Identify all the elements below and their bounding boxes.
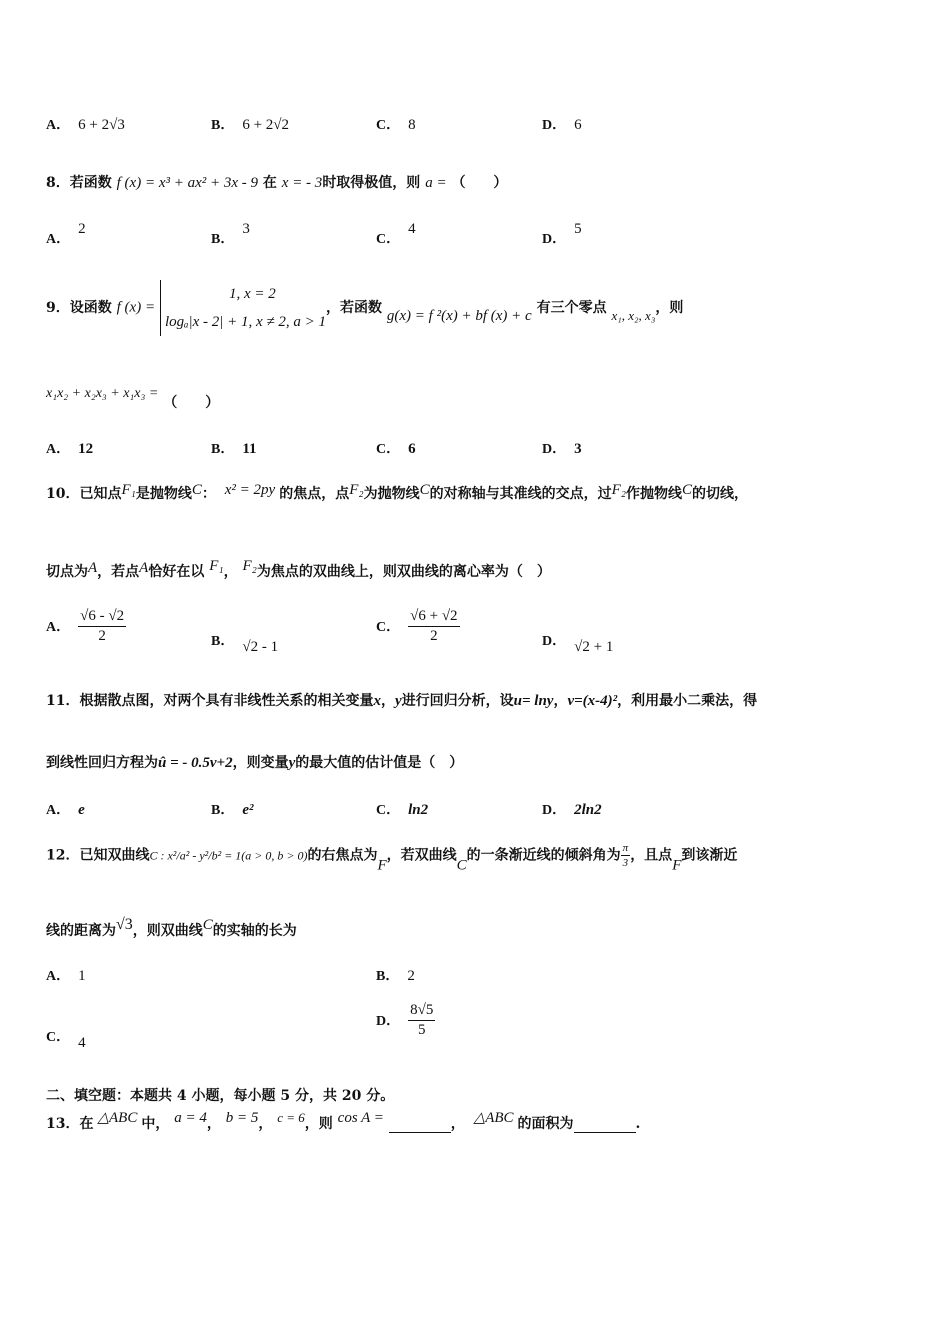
option-label: B． — [211, 803, 235, 818]
q12-t2: 的右焦点为 — [307, 847, 378, 864]
q11-stem-line2 — [46, 752, 463, 772]
option-label: D． — [376, 1013, 401, 1029]
q12-stem-line1 — [46, 842, 737, 875]
q10-parabola: x² = 2py — [224, 482, 276, 498]
q11-x: x — [373, 693, 381, 709]
q13-t4: ， — [450, 1116, 465, 1132]
q8-option-c[interactable] — [376, 221, 416, 248]
q10-option-d[interactable] — [542, 630, 614, 655]
q13-t2: 中， — [141, 1116, 170, 1132]
option-label: A． — [46, 969, 71, 984]
q11-option-c[interactable] — [376, 799, 428, 819]
fraction-numerator: √6 - √2 — [78, 608, 126, 627]
q9-piecewise — [160, 280, 326, 336]
q10-stem-line1 — [46, 482, 748, 503]
q13-a: a = 4 — [174, 1110, 207, 1126]
q9-option-d[interactable] — [542, 438, 582, 458]
q12-option-c[interactable] — [46, 1026, 86, 1051]
q13-b: b = 5 — [225, 1110, 259, 1126]
q8-mid: 在 — [262, 175, 277, 191]
option-label: D． — [542, 803, 567, 818]
fraction-numerator: 8√5 — [408, 1002, 435, 1021]
option-value: 3 — [574, 441, 582, 457]
q12-l2c: 的实轴的长为 — [212, 923, 297, 939]
option-label: A． — [46, 232, 71, 247]
q11-option-b[interactable] — [211, 799, 254, 819]
option-label: C． — [376, 619, 401, 635]
q10-t4: 的焦点，点 — [279, 486, 350, 502]
q11-y-2: y — [288, 755, 296, 771]
q8-option-b[interactable] — [211, 221, 250, 248]
option-value: 11 — [242, 441, 257, 457]
q12-option-d[interactable] — [376, 1002, 435, 1039]
q10-A-2: A — [139, 560, 149, 576]
q10-C: C — [191, 482, 202, 498]
q13-t3: ，则 — [304, 1116, 333, 1132]
q11-comma: ， — [380, 693, 395, 709]
q11-option-a[interactable] — [46, 799, 85, 819]
q11-v-def: v=(x-4)² — [567, 693, 618, 709]
option-value: √2 + 1 — [574, 639, 614, 655]
q12-t5: ，且点 — [630, 847, 673, 864]
q10-C-2: C — [419, 482, 430, 498]
q11-line1: 11．根据散点图，对两个具有非线性关系的相关变量 — [46, 693, 374, 709]
option-value: 8 — [408, 117, 416, 133]
q13-stem — [46, 1108, 640, 1133]
q9-option-b[interactable] — [211, 438, 257, 458]
option-label: B． — [211, 118, 235, 133]
option-label: C． — [376, 803, 401, 818]
option-fraction — [408, 1002, 435, 1039]
q10-option-a[interactable] — [46, 608, 126, 645]
q9-suffix2: ，则 — [655, 300, 684, 316]
q11-y: y — [394, 693, 402, 709]
q12-option-a[interactable] — [46, 965, 86, 985]
q10-F2-3: F₂ — [242, 558, 257, 574]
q13-sep2: ， — [258, 1116, 273, 1132]
q12-option-b[interactable] — [376, 965, 415, 985]
q10-l2-t2: ，若点 — [97, 564, 140, 580]
section-title: 二、填空题：本题共 4 小题，每小题 5 分，共 20 分。 — [46, 1088, 395, 1104]
q8-prefix: 8．若函数 — [46, 175, 112, 191]
q7-option-b[interactable] — [211, 114, 289, 134]
fraction-numerator: √6 + √2 — [408, 608, 459, 627]
q11-u-def: u= lny — [513, 693, 554, 709]
q12-t6: 到该渐近 — [681, 847, 738, 864]
option-value: √2 - 1 — [242, 639, 279, 655]
option-value: ln2 — [408, 802, 429, 818]
q10-l2-t5: 为焦点的双曲线上，则双曲线的离心率为（ ） — [256, 564, 551, 580]
q13-sep1: ， — [206, 1116, 221, 1132]
option-value: 2ln2 — [574, 802, 602, 818]
q9-paren: （ ） — [163, 395, 220, 411]
option-value: e — [78, 802, 85, 818]
q8-paren: （ ） — [451, 175, 508, 191]
q10-option-b[interactable] — [211, 630, 279, 655]
q9-mid: ，若函数 — [326, 300, 383, 316]
q8-stem — [46, 172, 507, 192]
q10-l2-t1: 切点为 — [46, 564, 88, 580]
q13-t5: 的面积为 — [517, 1116, 574, 1132]
q10-t5: 为抛物线 — [363, 486, 420, 502]
q8-option-d[interactable] — [542, 221, 582, 248]
q9-expression: x₁x₂ + x₂x₃ + x₁x₃ = — [46, 386, 159, 401]
q9-function-lhs: f (x) = — [116, 299, 156, 316]
q13-c: c = 6 — [277, 1110, 305, 1125]
q9-case2: logₐ|x - 2| + 1, x ≠ 2, a > 1 — [164, 314, 327, 330]
fraction-denominator: 5 — [417, 1022, 426, 1038]
q10-t2: 是抛物线 — [135, 486, 192, 502]
q13-t1: 13．在 — [46, 1116, 94, 1132]
option-fraction — [78, 608, 126, 645]
q12-F: F — [377, 857, 387, 874]
fraction-denominator: 2 — [98, 628, 106, 644]
q7-option-a[interactable] — [46, 114, 125, 134]
q7-option-c[interactable] — [376, 114, 416, 134]
option-label: C． — [376, 118, 401, 133]
q9-case1: 1, x = 2 — [228, 286, 276, 302]
q8-option-a[interactable] — [46, 221, 86, 248]
option-value: 3 — [242, 221, 250, 237]
q10-F2: F₂ — [349, 482, 364, 498]
q9-expression-line — [46, 382, 220, 411]
option-label: B． — [376, 969, 400, 984]
option-label: D． — [542, 118, 567, 133]
q12-t1: 12．已知双曲线 — [46, 847, 150, 864]
q13-triangle: △ABC — [97, 1110, 138, 1126]
q12-l2b: ，则双曲线 — [132, 923, 203, 939]
q10-option-c[interactable] — [376, 608, 460, 645]
q10-C-3: C — [682, 482, 693, 498]
q12-hyperbola: C : x²/a² - y²/b² = 1(a > 0, b > 0) — [149, 848, 308, 863]
q10-A: A — [88, 560, 98, 576]
option-label: B． — [211, 634, 235, 649]
q13-end: . — [635, 1116, 641, 1132]
option-value: 6 — [408, 441, 416, 457]
q12-F-2: F — [672, 857, 682, 874]
q11-line1c: ，利用最小二乘法，得 — [617, 693, 758, 709]
option-label: C． — [46, 1030, 71, 1045]
q9-prefix: 9．设函数 — [46, 300, 112, 316]
q10-F2-2: F₂ — [611, 482, 626, 498]
q11-line2c: 的最大值的估计值是（ ） — [295, 755, 464, 771]
q13-cos: cos A = — [337, 1110, 384, 1126]
option-value: 1 — [78, 968, 86, 984]
q9-suffix1: 有三个零点 — [536, 300, 607, 316]
option-label: B． — [211, 232, 235, 247]
q11-option-d[interactable] — [542, 799, 602, 819]
q12-t3: ，若双曲线 — [386, 847, 457, 864]
angle-denominator: 3 — [622, 857, 629, 869]
q7-option-d[interactable] — [542, 114, 582, 134]
q9-gfunc: g(x) = f ²(x) + bf (x) + c — [386, 308, 532, 324]
q12-C-2: C — [202, 917, 213, 933]
q9-option-a[interactable] — [46, 438, 93, 458]
option-label: A． — [46, 118, 71, 133]
q12-C: C — [456, 857, 467, 874]
option-value: 4 — [78, 1035, 86, 1051]
q11-regression: û = - 0.5v+2 — [158, 755, 233, 771]
q9-stem — [46, 280, 683, 336]
q10-l2-t4: ， — [223, 564, 238, 580]
q13-answer-blank-1[interactable] — [389, 1118, 451, 1133]
option-label: A． — [46, 803, 71, 818]
option-label: A． — [46, 442, 71, 457]
q10-F1-2: F₁ — [209, 558, 224, 574]
fraction-denominator: 2 — [430, 628, 438, 644]
option-label: D． — [542, 232, 567, 247]
option-value: 4 — [408, 221, 416, 237]
q8-condition: x = - 3 — [281, 175, 323, 191]
q10-F1: F₁ — [121, 482, 136, 498]
option-value: 12 — [78, 441, 94, 457]
q10-t8: 的切线， — [692, 486, 749, 502]
option-value: 2 — [78, 221, 86, 237]
q8-suffix: 时取得极值，则 — [322, 175, 421, 191]
option-value: 5 — [574, 221, 582, 237]
option-label: A． — [46, 619, 71, 635]
q12-l2a: 线的距离为 — [46, 923, 116, 939]
option-fraction — [408, 608, 459, 645]
option-value: e² — [242, 802, 254, 818]
q8-function: f (x) = x³ + ax² + 3x - 9 — [116, 175, 259, 191]
q12-t4: 的一条渐近线的倾斜角为 — [466, 847, 621, 864]
q9-zeros: x₁, x₂, x₃ — [611, 308, 656, 323]
option-value: 6 — [574, 117, 582, 133]
q11-stem-line1 — [46, 690, 757, 710]
q10-l2-t3: 恰好在以 — [148, 564, 205, 580]
q11-comma-2: ， — [553, 693, 568, 709]
q13-answer-blank-2[interactable] — [574, 1118, 636, 1133]
q11-line1b: 进行回归分析，设 — [401, 693, 514, 709]
q12-angle — [621, 842, 631, 869]
option-label: C． — [376, 232, 401, 247]
q10-t7: 作抛物线 — [626, 486, 682, 502]
q12-stem-line2 — [46, 916, 297, 940]
q10-t3: ： — [201, 486, 216, 502]
q10-stem-line2 — [46, 558, 551, 581]
option-value: 2 — [407, 968, 415, 984]
q11-line2b: ，则变量 — [232, 755, 289, 771]
option-label: D． — [542, 442, 567, 457]
q11-line2a: 到线性回归方程为 — [46, 755, 158, 771]
q10-t6: 的对称轴与其准线的交点，过 — [429, 486, 612, 502]
q9-option-c[interactable] — [376, 438, 416, 458]
option-label: D． — [542, 634, 567, 649]
option-label: B． — [211, 442, 235, 457]
q8-var: a = — [425, 175, 447, 191]
q10-t1: 10．已知点 — [46, 486, 122, 502]
option-label: C． — [376, 442, 401, 457]
option-value: 6 + 2√2 — [242, 117, 290, 133]
option-value: 6 + 2√3 — [78, 117, 125, 133]
angle-numerator: π — [622, 842, 629, 854]
q13-triangle-2: △ABC — [473, 1110, 514, 1126]
q12-distance: √3 — [116, 916, 133, 933]
